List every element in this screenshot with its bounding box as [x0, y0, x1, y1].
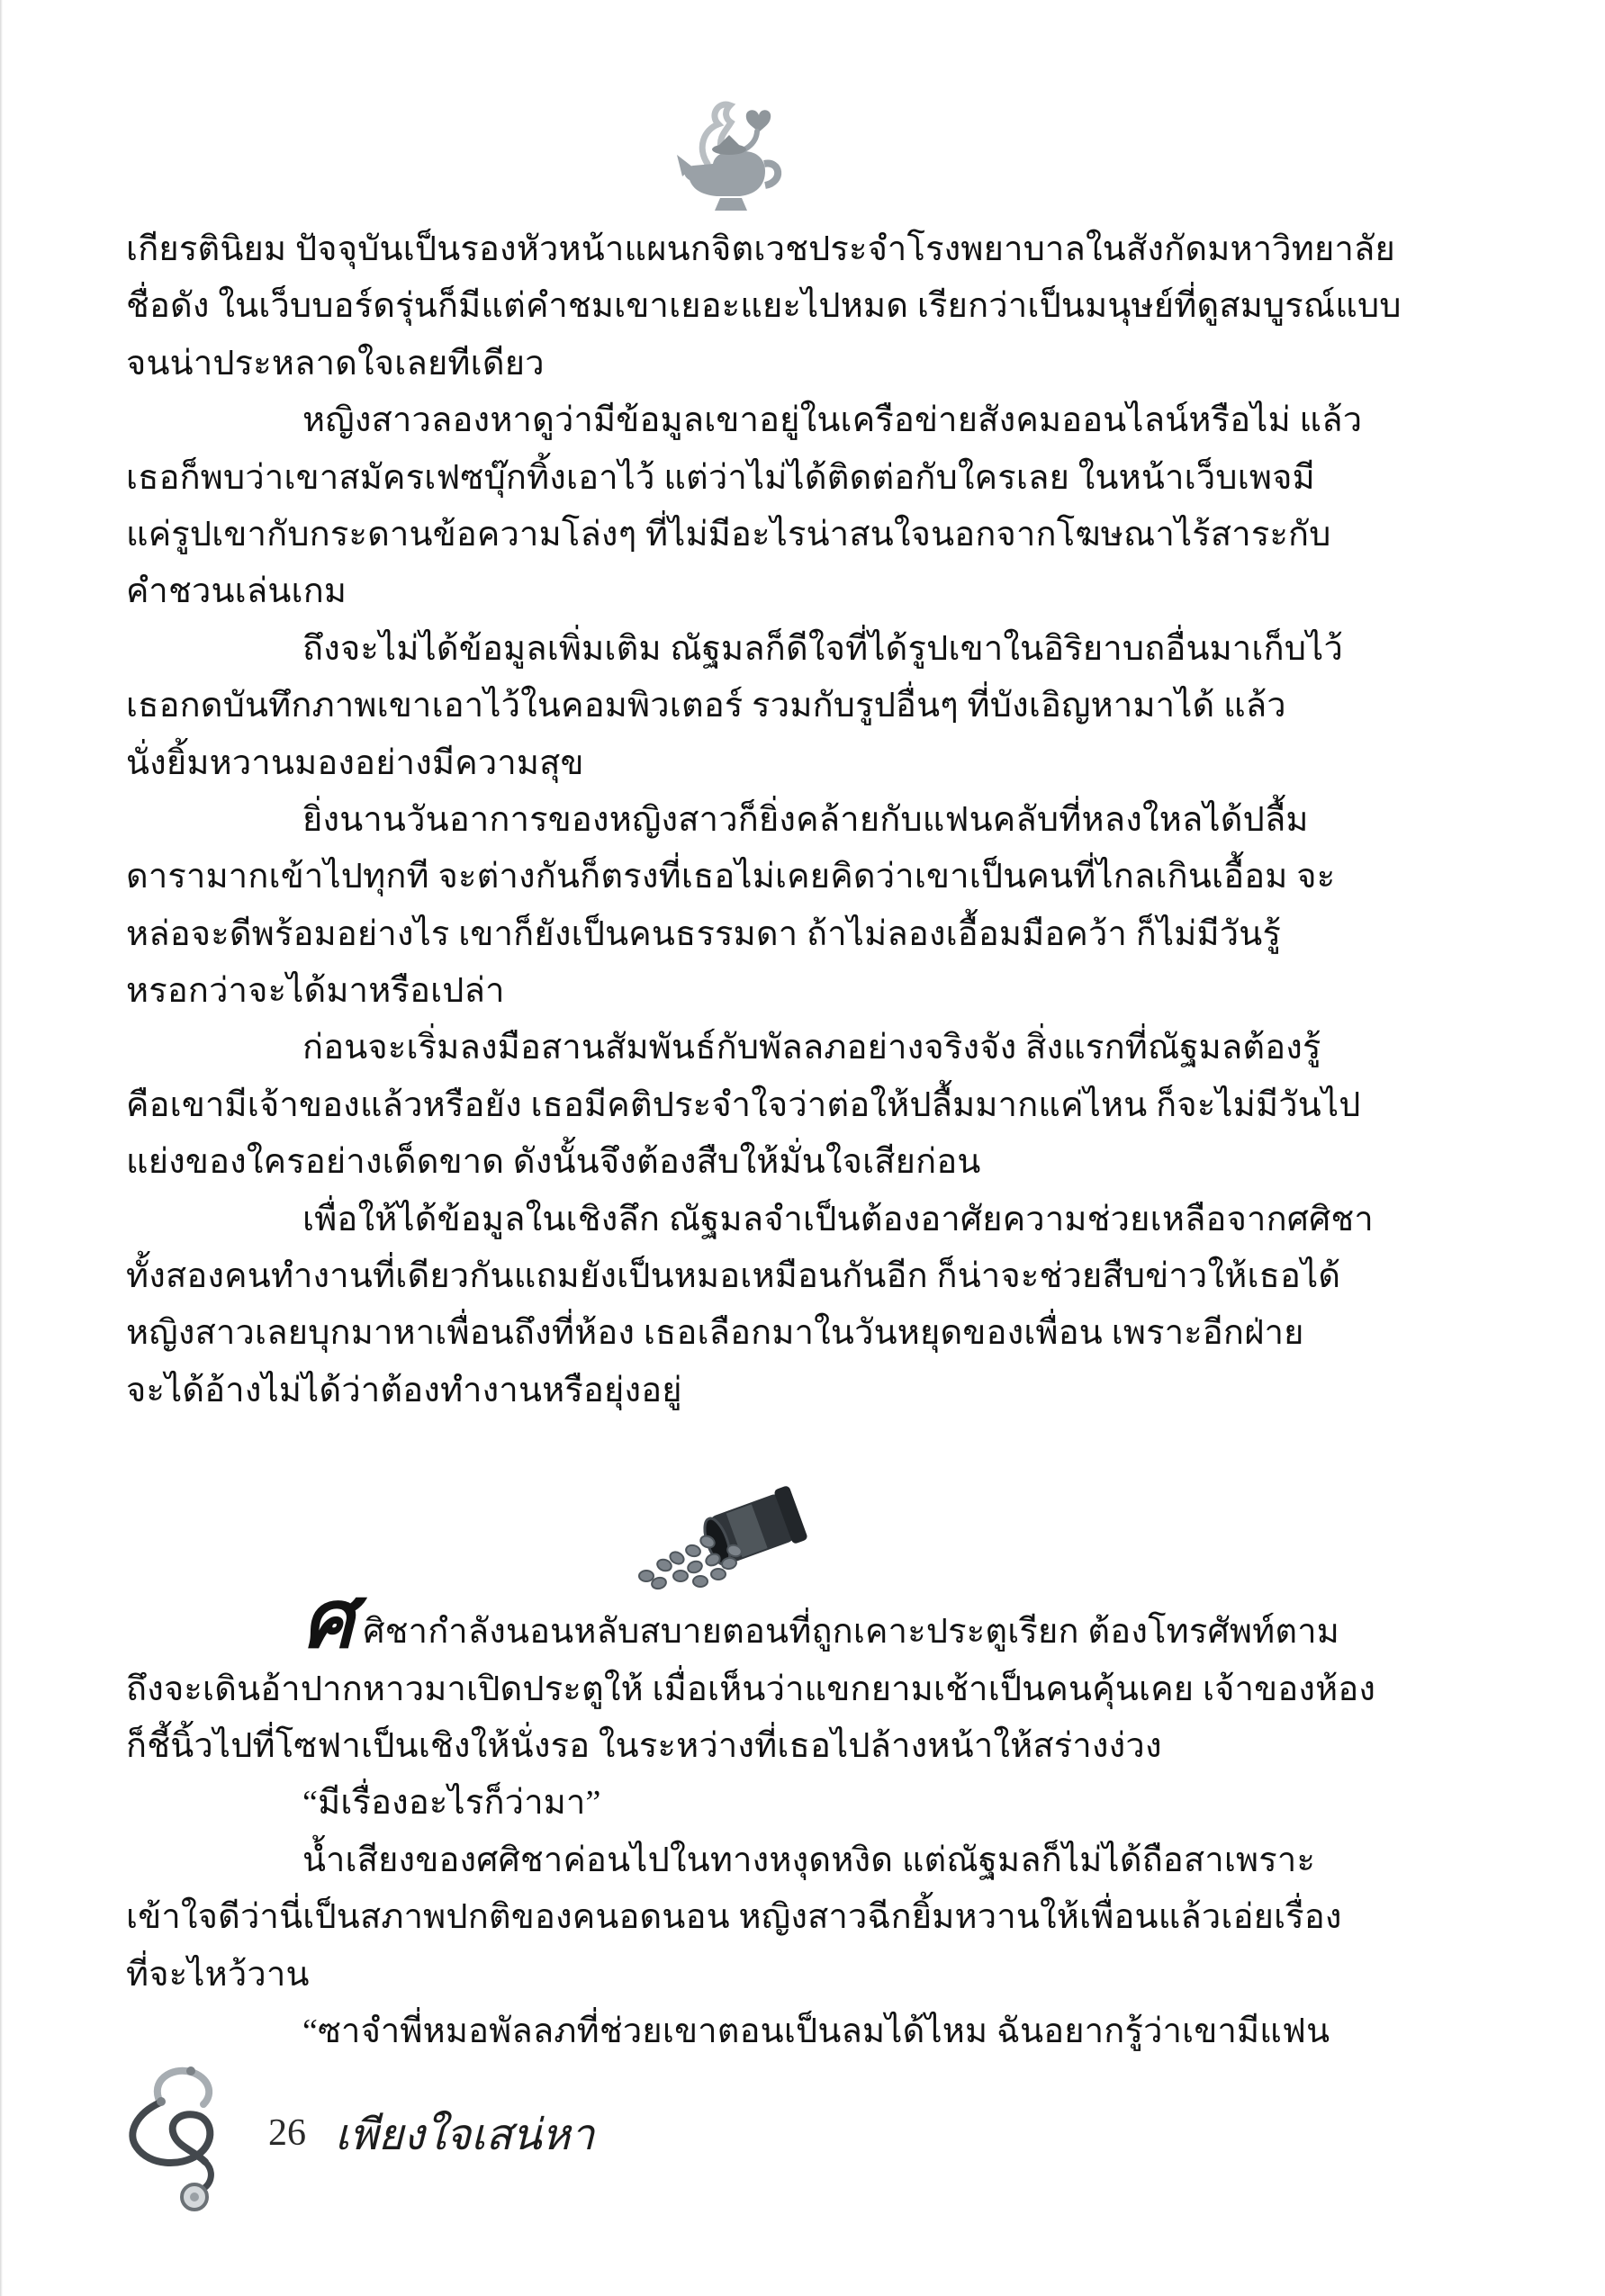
teapot-steam-heart-image — [673, 97, 790, 230]
text-line: ทั้งสองคนทำงานที่เดียวกันแถมยังเป็นหมอเหมือนกันอีก ก็น่าจะช่วยสืบข่าวให้เธอได้ — [126, 1257, 1341, 1296]
text-line: เธอกดบันทึกภาพเขาเอาไว้ในคอมพิวเตอร์ รวมกับรูปอื่นๆ ที่บังเอิญหามาได้ แล้ว — [126, 687, 1286, 725]
paragraph — [126, 621, 1386, 792]
text-line: จะได้อ้างไม่ได้ว่าต้องทำงานหรือยุ่งอยู่ — [126, 1371, 682, 1409]
paragraph — [126, 792, 1386, 1021]
text-line-content: ศิชากำลังนอนหลับสบายตอนที่ถูกเคาะประตูเรียก ต้องโทรศัพท์ตาม — [363, 1613, 1340, 1652]
text-line: เข้าใจดีว่านี่เป็นสภาพปกติของคนอดนอน หญิงสาวฉีกยิ้มหวานให้เพื่อนแล้วเอ่ยเรื่อง — [126, 1898, 1342, 1937]
paragraph — [126, 1192, 1386, 1420]
book-title: เพียงใจเสน่หา — [335, 2111, 595, 2159]
text-line: ยิ่งนานวันอาการของหญิงสาวก็ยิ่งคล้ายกับแฟนคลับที่หลงใหลได้ปลื้ม — [302, 800, 1309, 839]
text-line: ชื่อดัง ในเว็บบอร์ดรุ่นก็มีแต่คำชมเขาเยอะแยะไปหมด เรียกว่าเป็นมนุษย์ที่ดูสมบูรณ์แบบ — [126, 287, 1402, 326]
dialogue-line: “มีเรื่องอะไรก็ว่ามา” — [302, 1784, 601, 1823]
text-line: ที่จะไหว้วาน — [126, 1955, 310, 1994]
text-line: เพื่อให้ได้ข้อมูลในเชิงลึก ณัฐมลจำเป็นต้องอาศัยความช่วยเหลือจากศศิชา — [302, 1200, 1374, 1238]
paragraph — [126, 392, 1386, 621]
text-line: แย่งของใครอย่างเด็ดขาด ดังนั้นจึงต้องสืบให้มั่นใจเสียก่อน — [126, 1143, 981, 1182]
text-line: หญิงสาวลองหาดูว่ามีข้อมูลเขาอยู่ในเครือข่ายสังคมออนไลน์หรือไม่ แล้ว — [302, 401, 1363, 440]
text-line: ก็ชี้นิ้วไปที่โซฟาเป็นเชิงให้นั่งรอ ในระหว่างที่เธอไปล้างหน้าให้สร่างง่วง — [126, 1726, 1162, 1765]
text-line: ศศิชากำลังนอนหลับสบายตอนที่ถูกเคาะประตูเรียก ต้องโทรศัพท์ตาม — [302, 1576, 1340, 1666]
dialogue-line: “ซาจำพี่หมอพัลลภที่ช่วยเขาตอนเป็นลมได้ไหม ฉันอยากรู้ว่าเขามีแฟน — [302, 2012, 1330, 2050]
stethoscope-image — [117, 2063, 261, 2216]
text-line: ถึงจะไม่ได้ข้อมูลเพิ่มเติม ณัฐมลก็ดีใจที่ได้รูปเขาในอิริยาบถอื่นมาเก็บไว้ — [302, 629, 1344, 668]
text-line: จนน่าประหลาดใจเลยทีเดียว — [126, 344, 545, 383]
text-line: หรอกว่าจะได้มาหรือเปล่า — [126, 972, 505, 1011]
text-line: คือเขามีเจ้าของแล้วหรือยัง เธอมีคติประจำใจว่าต่อให้ปลื้มมากแค่ไหน ก็จะไม่มีวันไป — [126, 1085, 1361, 1124]
body-text — [126, 221, 1402, 2060]
text-line: เกียรตินิยม ปัจจุบันเป็นรองหัวหน้าแผนกจิตเวชประจำโรงพยาบาลในสังกัดมหาวิทยาลัย — [126, 230, 1395, 268]
text-line: น้ำเสียงของศศิชาค่อนไปในทางหงุดหงิด แต่ณัฐมลก็ไม่ได้ถือสาเพราะ — [302, 1841, 1316, 1879]
text-line: เธอก็พบว่าเขาสมัครเฟซบุ๊กทิ้งเอาไว้ แต่ว่าไม่ได้ติดต่อกับใครเลย ในหน้าเว็บเพจมี — [126, 458, 1315, 497]
text-line: แค่รูปเขากับกระดานข้อความโล่งๆ ที่ไม่มีอะไรน่าสนใจนอกจากโฆษณาไร้สาระกับ — [126, 515, 1331, 554]
text-line: หล่อจะดีพร้อมอย่างไร เขาก็ยังเป็นคนธรรมดา ถ้าไม่ลองเอื้อมมือคว้า ก็ไม่มีวันรู้ — [126, 914, 1282, 953]
spilled-pill-bottle-image — [612, 1475, 837, 1599]
page-number: 26 — [268, 2112, 306, 2154]
text-line: ก่อนจะเริ่มลงมือสานสัมพันธ์กับพัลลภอย่างจริงจัง สิ่งแรกที่ณัฐมลต้องรู้ — [302, 1029, 1321, 1067]
paragraph — [126, 221, 1402, 392]
text-line: นั่งยิ้มหวานมองอย่างมีความสุข — [126, 743, 584, 782]
paragraph — [126, 1020, 1386, 1191]
text-line: หญิงสาวเลยบุกมาหาเพื่อนถึงที่ห้อง เธอเลือกมาในวันหยุดของเพื่อน เพราะอีกฝ่าย — [126, 1314, 1304, 1353]
text-line: ดารามากเข้าไปทุกที จะต่างกันก็ตรงที่เธอไม่เคยคิดว่าเขาเป็นคนที่ไกลเกินเอื้อม จะ — [126, 858, 1336, 896]
text-line: คำชวนเล่นเกม — [126, 572, 347, 611]
paragraph — [126, 1576, 1386, 2060]
text-line: ถึงจะเดินอ้าปากหาวมาเปิดประตูให้ เมื่อเห็นว่าแขกยามเช้าเป็นคนคุ้นเคย เจ้าของห้อง — [126, 1670, 1376, 1708]
scan-edge-shadow — [0, 0, 3, 2296]
